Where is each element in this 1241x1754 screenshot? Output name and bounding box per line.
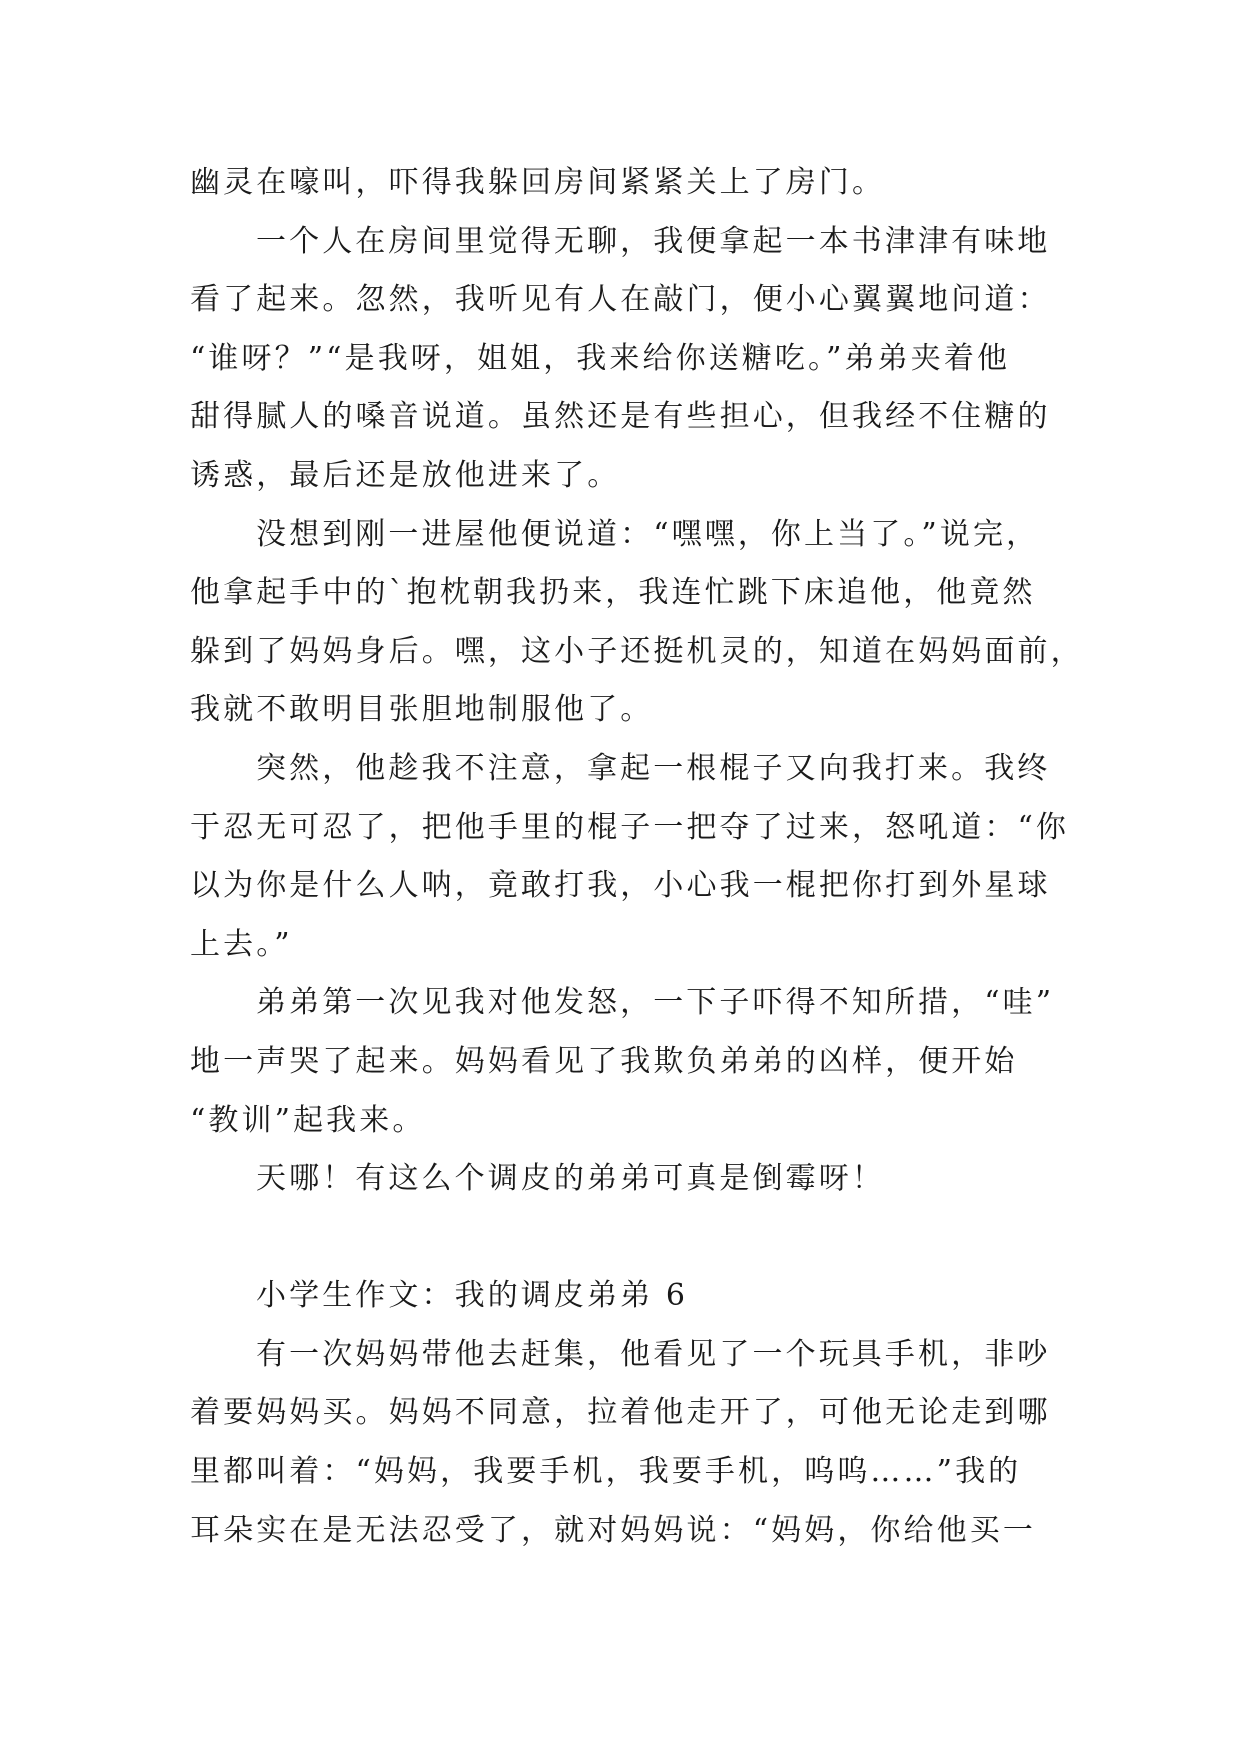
text-line: 我就不敢明目张胆地制服他了。 [190, 692, 654, 728]
text-line: 以为你是什么人呐，竟敢打我，小心我一棍把你打到外星球 [190, 868, 1051, 904]
paragraph-start-line: 天哪！有这么个调皮的弟弟可真是倒霉呀！ [256, 1161, 885, 1197]
text-line: 里都叫着：“妈妈，我要手机，我要手机，呜呜……”我的 [190, 1454, 1022, 1490]
text-line: 上去。” [190, 926, 293, 962]
text-line: 甜得腻人的嗓音说道。虽然还是有些担心，但我经不住糖的 [190, 399, 1051, 435]
text-line: 幽灵在嚎叫，吓得我躲回房间紧紧关上了房门。 [190, 165, 886, 200]
paragraph-start-line: 没想到刚一进屋他便说道：“嘿嘿，你上当了。”说完， [256, 516, 1040, 552]
text-line: 着要妈妈买。妈妈不同意，拉着他走开了，可他无论走到哪 [190, 1395, 1051, 1431]
text-line: 诱惑，最后还是放他进来了。 [190, 457, 621, 493]
text-line: “教训”起我来。 [190, 1102, 426, 1138]
text-line: 地一声哭了起来。妈妈看见了我欺负弟弟的凶样，便开始 [190, 1043, 1018, 1079]
text-line: 他拿起手中的`抱枕朝我扔来，我连忙跳下床追他，他竟然 [190, 575, 1036, 611]
text-line: 躲到了妈妈身后。嘿，这小子还挺机灵的，知道在妈妈面前， [190, 633, 1084, 669]
essay-text [190, 154, 1084, 1560]
text-line: 耳朵实在是无法忍受了，就对妈妈说：“妈妈，你给他买一 [190, 1512, 1036, 1548]
paragraph-start-line: 有一次妈妈带他去赶集，他看见了一个玩具手机，非吵 [256, 1336, 1051, 1372]
paragraph-start-line: 突然，他趁我不注意，拿起一根棍子又向我打来。我终 [256, 750, 1051, 786]
paragraph-start-line: 弟弟第一次见我对他发怒，一下子吓得不知所措，“哇” [256, 985, 1055, 1021]
paragraph-start-line: 一个人在房间里觉得无聊，我便拿起一本书津津有味地 [256, 223, 1051, 259]
text-line: 于忍无可忍了，把他手里的棍子一把夺了过来，怒吼道：“你 [190, 809, 1070, 845]
blank-line [190, 1209, 1050, 1268]
section-heading: 小学生作文：我的调皮弟弟 6 [256, 1278, 689, 1314]
text-line: “谁呀？”“是我呀，姐姐，我来给你送糖吃。”弟弟夹着他 [190, 340, 1011, 376]
text-line: 看了起来。忽然，我听见有人在敲门，便小心翼翼地问道： [190, 282, 1051, 318]
